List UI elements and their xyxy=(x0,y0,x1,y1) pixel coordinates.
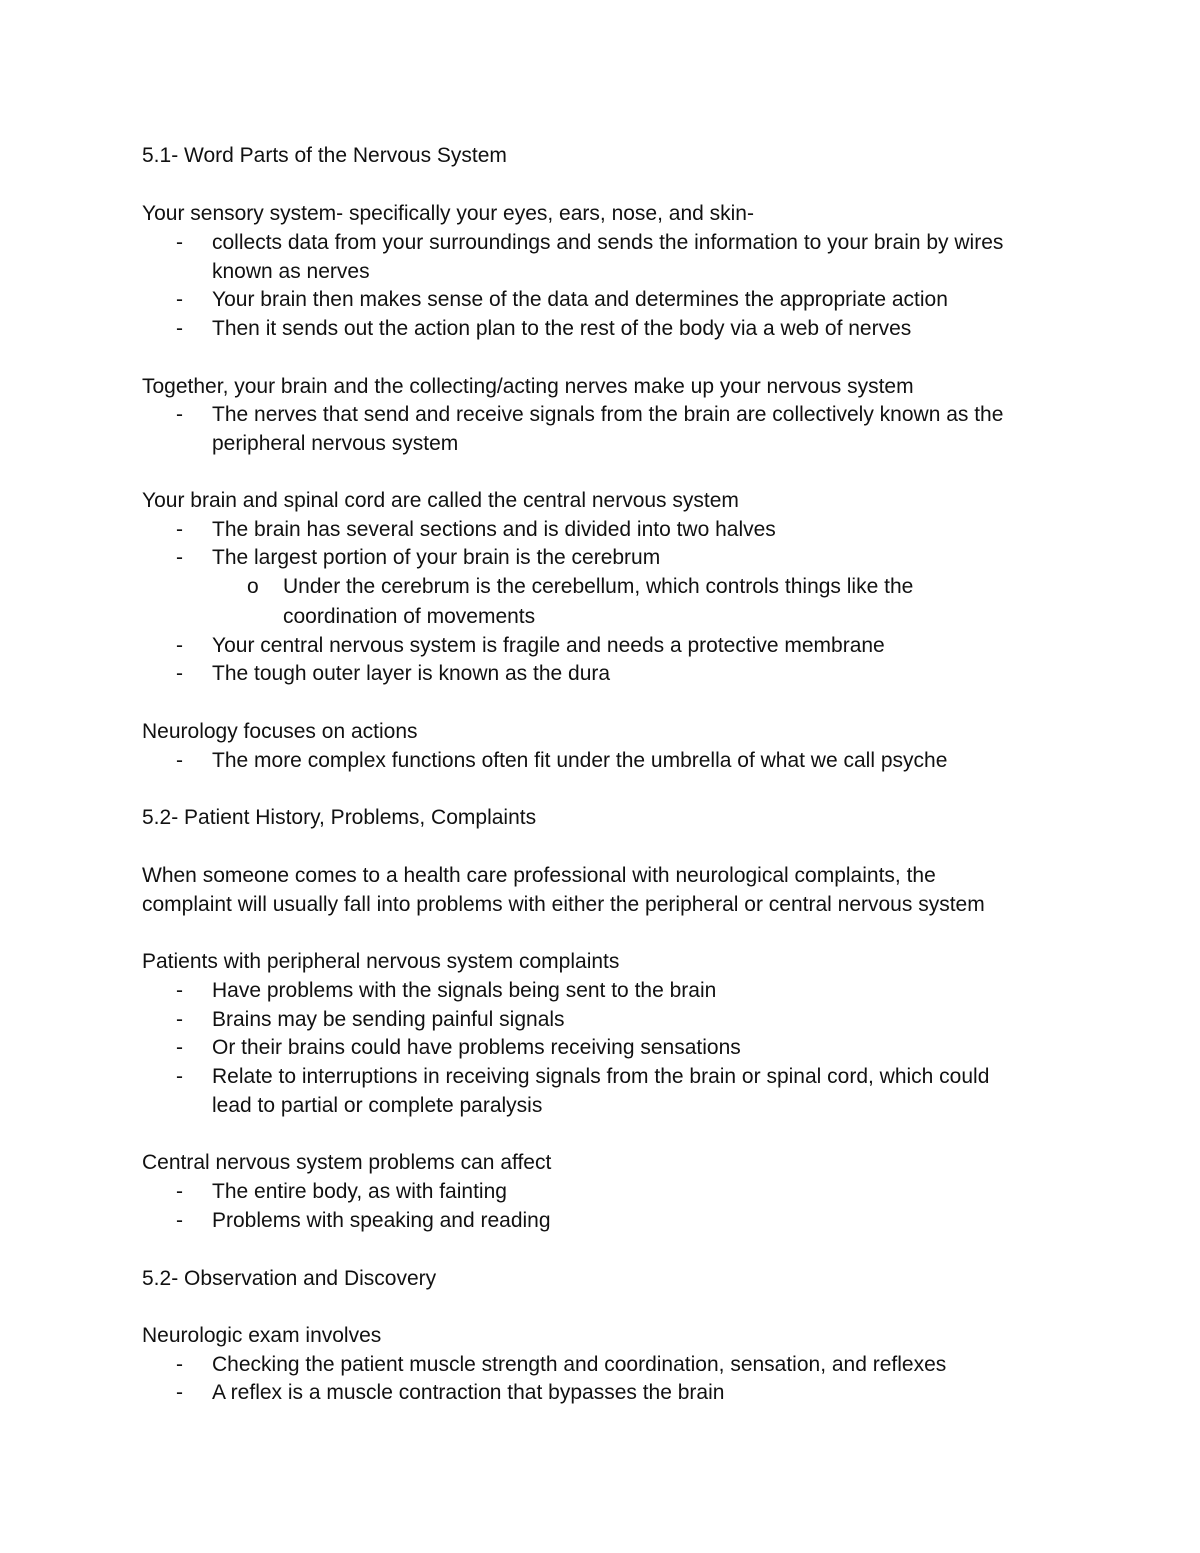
bullet-dash: - xyxy=(176,979,183,1002)
bullet-text: Relate to interruptions in receiving signals from the brain or spinal cord, which could xyxy=(212,1065,990,1088)
bullet-dash: - xyxy=(176,749,183,772)
bullet-dash: - xyxy=(176,1353,183,1376)
bullet-text: Checking the patient muscle strength and coordination, sensation, and reflexes xyxy=(212,1353,947,1376)
bullet-text: Problems with speaking and reading xyxy=(212,1209,551,1232)
bullet-text: The largest portion of your brain is the cerebrum xyxy=(212,546,661,569)
bullet-text: The entire body, as with fainting xyxy=(212,1180,507,1203)
bullet-dash: - xyxy=(176,1008,183,1031)
bullet-dash: - xyxy=(176,231,183,254)
bullet-dash: - xyxy=(176,546,183,569)
sub-bullet-text-continued: coordination of movements xyxy=(283,605,536,628)
paragraph-together: Together, your brain and the collecting/acting nerves make up your nervous system xyxy=(142,375,914,398)
bullet-text-continued: known as nerves xyxy=(212,260,370,283)
paragraph-central-problems: Central nervous system problems can affect xyxy=(142,1151,552,1174)
sub-bullet-text: Under the cerebrum is the cerebellum, which controls things like the xyxy=(283,575,914,598)
bullet-dash: - xyxy=(176,634,183,657)
bullet-dash: - xyxy=(176,288,183,311)
bullet-text: Have problems with the signals being sent to the brain xyxy=(212,979,717,1002)
bullet-text: A reflex is a muscle contraction that bypasses the brain xyxy=(212,1381,725,1404)
paragraph-peripheral-complaints: Patients with peripheral nervous system complaints xyxy=(142,950,620,973)
bullet-dash: - xyxy=(176,1381,183,1404)
bullet-text-continued: lead to partial or complete paralysis xyxy=(212,1094,543,1117)
bullet-text: The more complex functions often fit under the umbrella of what we call psyche xyxy=(212,749,948,772)
bullet-dash: - xyxy=(176,1065,183,1088)
bullet-text: The tough outer layer is known as the dura xyxy=(212,662,611,685)
bullet-dash: - xyxy=(176,317,183,340)
bullet-text: Your brain then makes sense of the data and determines the appropriate action xyxy=(212,288,948,311)
section-heading-5-1: 5.1- Word Parts of the Nervous System xyxy=(142,144,507,167)
bullet-dash: - xyxy=(176,518,183,541)
bullet-dash: - xyxy=(176,1036,183,1059)
section-heading-5-2: 5.2- Patient History, Problems, Complaints xyxy=(142,806,537,829)
bullet-text: Your central nervous system is fragile and needs a protective membrane xyxy=(212,634,885,657)
paragraph-central-nervous-system: Your brain and spinal cord are called the central nervous system xyxy=(142,489,739,512)
paragraph-neurologic-exam: Neurologic exam involves xyxy=(142,1324,382,1347)
bullet-text: The nerves that send and receive signals from the brain are collectively known as the xyxy=(212,403,1004,426)
bullet-dash: - xyxy=(176,1209,183,1232)
bullet-text: Brains may be sending painful signals xyxy=(212,1008,565,1031)
bullet-text: The brain has several sections and is divided into two halves xyxy=(212,518,776,541)
paragraph-sensory-system: Your sensory system- specifically your eyes, ears, nose, and skin- xyxy=(142,202,754,225)
bullet-dash: - xyxy=(176,662,183,685)
bullet-text: Then it sends out the action plan to the rest of the body via a web of nerves xyxy=(212,317,912,340)
section-heading-observation: 5.2- Observation and Discovery xyxy=(142,1267,437,1290)
paragraph-neurology: Neurology focuses on actions xyxy=(142,720,418,743)
paragraph-health-care-continued: complaint will usually fall into problems with either the peripheral or central nervous system xyxy=(142,893,985,916)
bullet-dash: - xyxy=(176,1180,183,1203)
bullet-dash: - xyxy=(176,403,183,426)
bullet-text: collects data from your surroundings and sends the information to your brain by wires xyxy=(212,231,1004,254)
paragraph-health-care: When someone comes to a health care professional with neurological complaints, the xyxy=(142,864,936,887)
bullet-text-continued: peripheral nervous system xyxy=(212,432,459,455)
bullet-text: Or their brains could have problems receiving sensations xyxy=(212,1036,741,1059)
sub-bullet-circle: o xyxy=(247,575,259,598)
